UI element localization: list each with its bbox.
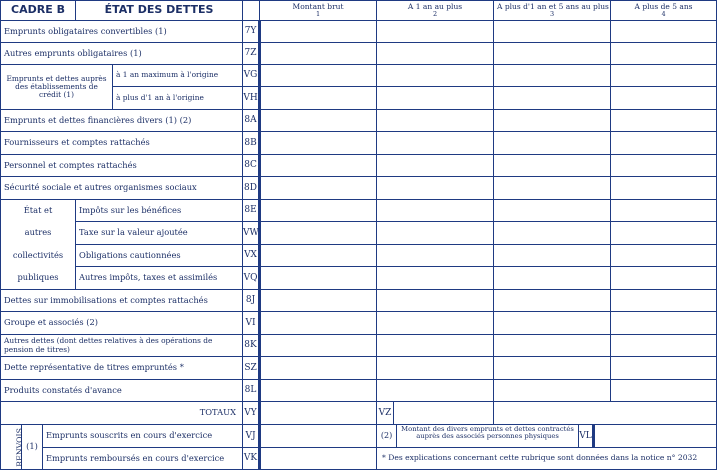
input-7y-montant[interactable] xyxy=(260,21,377,43)
input-8e-1-5ans[interactable] xyxy=(494,200,611,222)
input-8a-1-5ans[interactable] xyxy=(494,110,611,132)
row-label-vg: à 1 an maximum à l'origine xyxy=(113,65,243,87)
row-label-7y: Emprunts obligataires convertibles (1) xyxy=(1,21,243,43)
row-label-vk: Emprunts remboursés en cours d'exercice xyxy=(43,448,243,470)
input-vw-1an[interactable] xyxy=(377,222,494,245)
input-8l-1an[interactable] xyxy=(377,380,494,402)
row-label-8c: Personnel et comptes rattachés xyxy=(1,155,243,177)
renvois-note: * Des explications concernant cette rubrique sont données dans la notice n° 2032 xyxy=(377,448,717,470)
col-label: Montant brut xyxy=(292,2,344,11)
input-vh-montant[interactable] xyxy=(260,87,377,110)
table-title: ÉTAT DES DETTES xyxy=(76,1,243,21)
table-row xyxy=(1,43,717,65)
input-vi-montant[interactable] xyxy=(260,312,377,335)
col-number: 2 xyxy=(432,10,438,19)
renvois-row-vj xyxy=(1,425,717,448)
associes-cell xyxy=(377,425,717,448)
table-row xyxy=(1,222,717,245)
code-vh: VH xyxy=(243,87,260,110)
input-vh-1an[interactable] xyxy=(377,87,494,110)
input-vg-1an[interactable] xyxy=(377,65,494,87)
input-8k-5ans[interactable] xyxy=(611,335,717,357)
input-7y-1an[interactable] xyxy=(377,21,494,43)
row-label-8l: Produits constatés d'avance xyxy=(1,380,243,402)
table-row xyxy=(1,245,717,267)
cadre-label: CADRE B xyxy=(1,1,76,21)
input-vi-1-5ans[interactable] xyxy=(494,312,611,335)
row-label-vh: à plus d'1 an à l'origine xyxy=(113,87,243,110)
input-vh-5ans[interactable] xyxy=(611,87,717,110)
input-vq-1an[interactable] xyxy=(377,267,494,290)
header-code-spacer xyxy=(243,1,260,21)
input-8d-1-5ans[interactable] xyxy=(494,177,611,200)
table-row xyxy=(1,357,717,380)
col-number: 1 xyxy=(315,10,321,19)
input-sz-1an[interactable] xyxy=(377,357,494,380)
col-head-1-an xyxy=(377,1,494,21)
input-8a-5ans[interactable] xyxy=(611,110,717,132)
code-8c: 8C xyxy=(243,155,260,177)
col-number: 4 xyxy=(661,10,666,19)
input-8d-5ans[interactable] xyxy=(611,177,717,200)
input-7z-1an[interactable] xyxy=(377,43,494,65)
row-label-vj: Emprunts souscrits en cours d'exercice xyxy=(43,425,243,448)
table-row xyxy=(1,132,717,155)
input-8c-5ans[interactable] xyxy=(611,155,717,177)
input-vl[interactable] xyxy=(595,425,716,447)
row-label-8d: Sécurité sociale et autres organismes sociaux xyxy=(1,177,243,200)
col-head-1-5-ans xyxy=(494,1,611,21)
row-label-sz: Dette représentative de titres empruntés * xyxy=(1,357,243,380)
code-vz: VZ xyxy=(377,402,394,424)
renvois-row-vk xyxy=(1,448,717,470)
code-7y: 7Y xyxy=(243,21,260,43)
col-label: A plus d'1 an et 5 ans au plus xyxy=(497,2,609,11)
input-8l-1-5ans[interactable] xyxy=(494,380,611,402)
input-vg-1-5ans[interactable] xyxy=(494,65,611,87)
code-vx: VX xyxy=(243,245,260,267)
row-label-8j: Dettes sur immobilisations et comptes rattachés xyxy=(1,290,243,312)
input-7y-1-5ans[interactable] xyxy=(494,21,611,43)
input-sz-5ans[interactable] xyxy=(611,357,717,380)
col-head-montant-brut xyxy=(260,1,377,21)
input-8e-montant[interactable] xyxy=(260,200,377,222)
input-8j-5ans[interactable] xyxy=(611,290,717,312)
input-8k-1-5ans[interactable] xyxy=(494,335,611,357)
input-7z-1-5ans[interactable] xyxy=(494,43,611,65)
input-8k-1an[interactable] xyxy=(377,335,494,357)
renvois-label xyxy=(1,425,22,470)
input-vi-5ans[interactable] xyxy=(611,312,717,335)
code-8k: 8K xyxy=(243,335,260,357)
input-sz-1-5ans[interactable] xyxy=(494,357,611,380)
table-row xyxy=(1,290,717,312)
code-8a: 8A xyxy=(243,110,260,132)
table-row xyxy=(1,200,717,222)
etat-group-line3: collectivités xyxy=(1,245,76,267)
input-8c-1-5ans[interactable] xyxy=(494,155,611,177)
col-label: A 1 an au plus xyxy=(407,2,463,11)
code-vl: VL xyxy=(579,425,595,447)
totaux-row xyxy=(1,402,717,425)
input-8c-1an[interactable] xyxy=(377,155,494,177)
row-label-vi: Groupe et associés (2) xyxy=(1,312,243,335)
code-vy: VY xyxy=(243,402,260,425)
input-8c-montant[interactable] xyxy=(260,155,377,177)
input-7z-montant[interactable] xyxy=(260,43,377,65)
input-vq-5ans[interactable] xyxy=(611,267,717,290)
input-vk[interactable] xyxy=(260,448,377,470)
etat-group-line1: État et xyxy=(1,200,76,222)
input-8j-1an[interactable] xyxy=(377,290,494,312)
row-label-8k: Autres dettes (dont dettes relatives à des opérations de pension de titres) xyxy=(1,335,243,357)
totaux-blank-3 xyxy=(494,402,611,425)
code-vj: VJ xyxy=(243,425,260,448)
input-vi-1an[interactable] xyxy=(377,312,494,335)
input-8k-montant[interactable] xyxy=(260,335,377,357)
input-8a-1an[interactable] xyxy=(377,110,494,132)
code-vw: VW xyxy=(243,222,260,245)
input-8b-5ans[interactable] xyxy=(611,132,717,155)
input-8e-5ans[interactable] xyxy=(611,200,717,222)
input-8j-1-5ans[interactable] xyxy=(494,290,611,312)
code-8d: 8D xyxy=(243,177,260,200)
table-row xyxy=(1,177,717,200)
col-number: 3 xyxy=(549,10,555,19)
row-label-vq: Autres impôts, taxes et assimilés xyxy=(76,267,243,290)
table-row xyxy=(1,65,717,87)
row-label-credit-group: Emprunts et dettes auprès des établissements de crédit (1) xyxy=(1,65,113,110)
code-8e: 8E xyxy=(243,200,260,222)
renvois-mark-2: (2) xyxy=(377,425,397,447)
totaux-label: TOTAUX xyxy=(1,402,243,425)
vz-cell xyxy=(377,402,494,425)
renvois-mark-1: (1) xyxy=(22,425,43,470)
input-vw-5ans[interactable] xyxy=(611,222,717,245)
input-vx-1-5ans[interactable] xyxy=(494,245,611,267)
input-vw-1-5ans[interactable] xyxy=(494,222,611,245)
etat-group-line2: autres xyxy=(1,222,76,245)
input-8e-1an[interactable] xyxy=(377,200,494,222)
input-8b-1-5ans[interactable] xyxy=(494,132,611,155)
input-8a-montant[interactable] xyxy=(260,110,377,132)
table-row xyxy=(1,21,717,43)
row-label-vx: Obligations cautionnées xyxy=(76,245,243,267)
input-vx-5ans[interactable] xyxy=(611,245,717,267)
input-vh-1-5ans[interactable] xyxy=(494,87,611,110)
input-8l-montant[interactable] xyxy=(260,380,377,402)
table-row xyxy=(1,335,717,357)
etat-group-line4: publiques xyxy=(1,267,76,290)
input-8b-1an[interactable] xyxy=(377,132,494,155)
row-label-7z: Autres emprunts obligataires (1) xyxy=(1,43,243,65)
associes-label: Montant des divers emprunts et dettes contractés auprès des associés personnes physiques xyxy=(397,425,579,447)
code-7z: 7Z xyxy=(243,43,260,65)
row-label-vw: Taxe sur la valeur ajoutée xyxy=(76,222,243,245)
input-8j-montant[interactable] xyxy=(260,290,377,312)
row-label-8a: Emprunts et dettes financières divers (1) (2) xyxy=(1,110,243,132)
table-row xyxy=(1,380,717,402)
code-vk: VK xyxy=(243,448,260,470)
input-7y-5ans[interactable] xyxy=(611,21,717,43)
row-label-8b: Fournisseurs et comptes rattachés xyxy=(1,132,243,155)
input-vq-1-5ans[interactable] xyxy=(494,267,611,290)
table-row xyxy=(1,110,717,132)
header-row xyxy=(1,1,717,21)
row-label-8e: Impôts sur les bénéfices xyxy=(76,200,243,222)
code-vq: VQ xyxy=(243,267,260,290)
input-vz-total[interactable] xyxy=(394,402,493,424)
code-sz: SZ xyxy=(243,357,260,380)
table-row xyxy=(1,267,717,290)
table-row xyxy=(1,312,717,335)
input-vx-1an[interactable] xyxy=(377,245,494,267)
input-8d-1an[interactable] xyxy=(377,177,494,200)
code-vi: VI xyxy=(243,312,260,335)
input-8d-montant[interactable] xyxy=(260,177,377,200)
table-row xyxy=(1,155,717,177)
input-8b-montant[interactable] xyxy=(260,132,377,155)
col-label: A plus de 5 ans xyxy=(634,2,693,11)
code-vg: VG xyxy=(243,65,260,87)
input-vg-montant[interactable] xyxy=(260,65,377,87)
input-vy-total[interactable] xyxy=(260,402,377,425)
code-8l: 8L xyxy=(243,380,260,402)
renvois-text: RENVOIS xyxy=(14,428,24,467)
input-sz-montant[interactable] xyxy=(260,357,377,380)
input-vx-montant[interactable] xyxy=(260,245,377,267)
input-vj[interactable] xyxy=(260,425,377,448)
col-head-plus-5-ans xyxy=(611,1,717,21)
input-8l-5ans[interactable] xyxy=(611,380,717,402)
code-8b: 8B xyxy=(243,132,260,155)
input-vg-5ans[interactable] xyxy=(611,65,717,87)
input-vw-montant[interactable] xyxy=(260,222,377,245)
code-8j: 8J xyxy=(243,290,260,312)
totaux-blank-4 xyxy=(611,402,717,425)
input-vq-montant[interactable] xyxy=(260,267,377,290)
input-7z-5ans[interactable] xyxy=(611,43,717,65)
